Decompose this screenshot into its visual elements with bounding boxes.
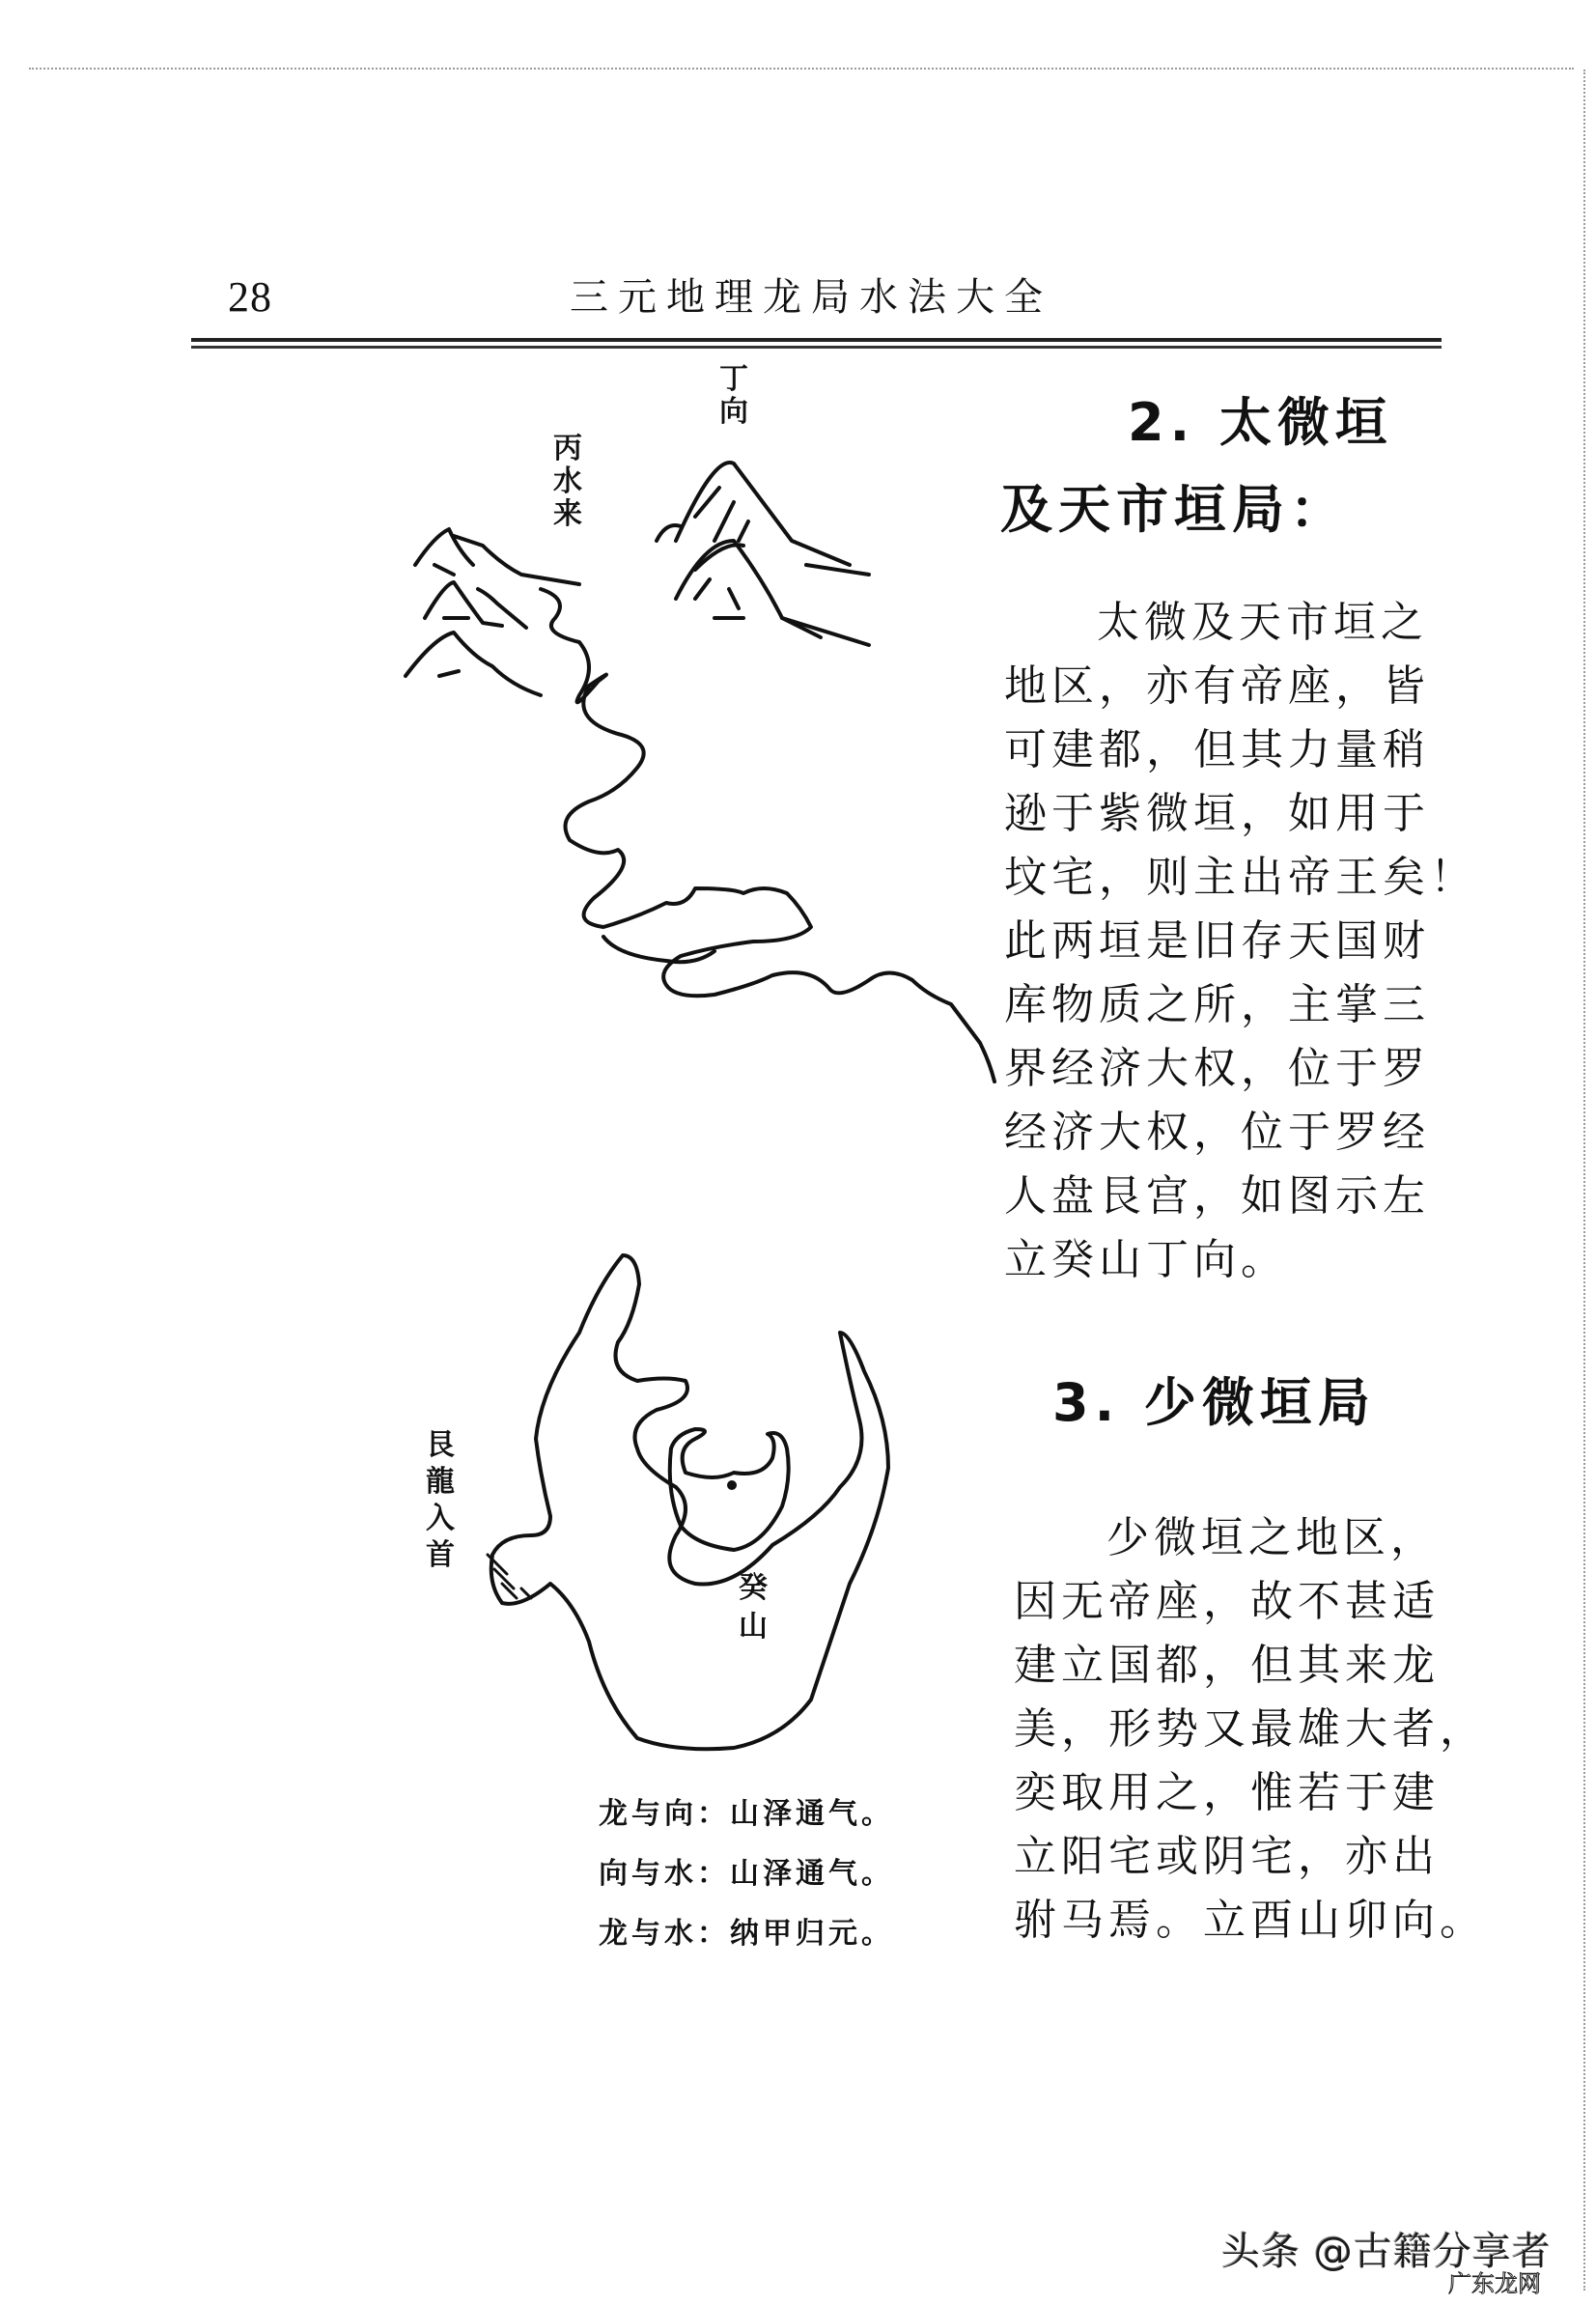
label-bing-water-in: 丙 水 来 (553, 432, 582, 531)
body-line: 奕取用之，惟若于建 (1014, 1768, 1440, 1817)
body-line: 因无帝座，故不甚适 (1014, 1577, 1440, 1626)
body-line: 此两垣是旧存天国财 (1004, 916, 1430, 966)
label-gen-dragon-entry: 艮 龍 入 首 (426, 1428, 455, 1572)
caption-line: 龙与向：山泽通气。 (599, 1797, 894, 1831)
body-line: 美，形势又最雄大者， (1014, 1704, 1487, 1754)
body-line: 坟宅，则主出帝王矣！ (1004, 853, 1477, 902)
body-line: 界经济大权，位于罗 (1004, 1044, 1430, 1093)
mountain-icon (657, 463, 869, 645)
watermark-sub: 广东龙网 (1448, 2270, 1541, 2297)
body-line: 逊于紫微垣，如用于 (1004, 789, 1430, 838)
section-2-body (1004, 591, 1477, 1292)
watermark: 头条 @古籍分享者 (1221, 2230, 1552, 2274)
section-2-heading-line2: 及天市垣局： (1000, 479, 1348, 540)
running-title: 三元地理龙局水法大全 (570, 275, 1052, 320)
label-ding-direction: 丁 向 (719, 362, 748, 429)
inner-mountain-outline (670, 1429, 789, 1550)
section-2-heading-line1: 2. 太微垣 (1128, 392, 1393, 453)
enclosure-outline (491, 1255, 888, 1749)
diagram-captions (599, 1785, 894, 1964)
body-line: 少微垣之地区， (1106, 1513, 1438, 1562)
caption-line: 龙与水：纳甲归元。 (599, 1917, 894, 1951)
page-number: 28 (228, 273, 272, 321)
body-line: 建立国都，但其来龙 (1014, 1641, 1440, 1690)
caption-line: 向与水：山泽通气。 (599, 1857, 894, 1891)
body-line: 立癸山丁向。 (1004, 1235, 1288, 1284)
section-3-body (1014, 1506, 1487, 1953)
river-path (541, 589, 994, 1082)
mountain-range-left-icon (406, 529, 579, 695)
body-line: 立阳宅或阴宅，亦出 (1014, 1832, 1440, 1881)
body-line: 可建都，但其力量稍 (1004, 725, 1430, 774)
body-line: 驸马焉。立酉山卯向。 (1014, 1896, 1487, 1945)
body-line: 人盘艮宫，如图示左 (1004, 1171, 1430, 1221)
body-line: 地区，亦有帝座，皆 (1004, 661, 1430, 711)
label-gui-mountain: 癸 山 (739, 1571, 768, 1644)
body-line: 经济大权，位于罗经 (1004, 1108, 1430, 1157)
site-point-icon (729, 1482, 735, 1488)
body-line: 太微及天市垣之 (1097, 598, 1428, 647)
body-line: 库物质之所，主掌三 (1004, 980, 1430, 1029)
section-3-heading: 3. 少微垣局 (1052, 1372, 1376, 1433)
